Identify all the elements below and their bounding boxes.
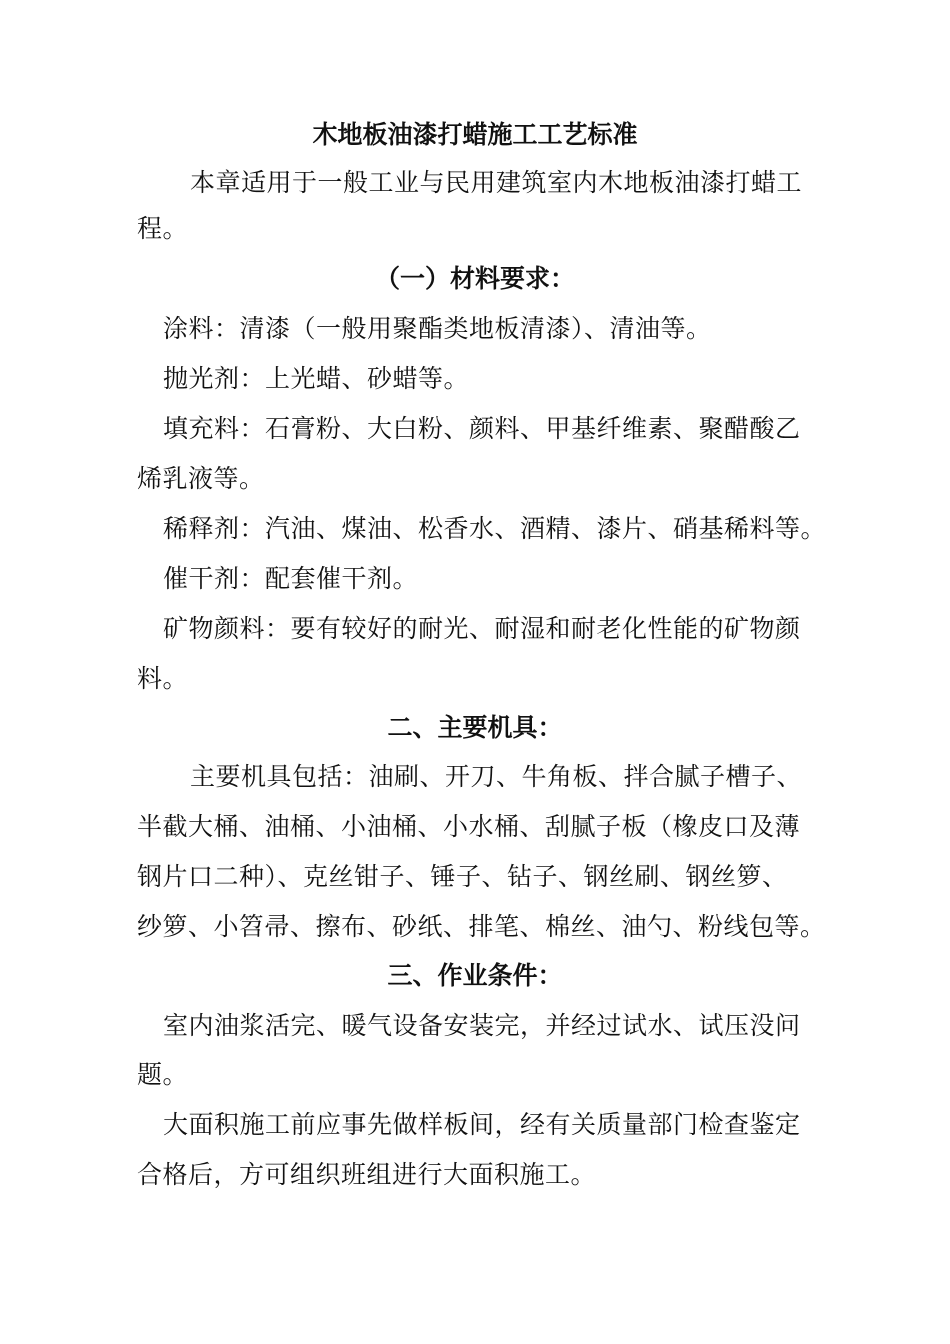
paragraph-line: 矿物颜料：要有较好的耐光、耐湿和耐老化性能的矿物颜 <box>163 614 801 643</box>
intro-line: 程。 <box>137 214 189 243</box>
paragraph-line: 纱箩、小笤帚、擦布、砂纸、排笔、棉丝、油勺、粉线包等。 <box>137 912 826 941</box>
paragraph-line: 钢片口二种）、克丝钳子、锤子、钻子、钢丝刷、钢丝箩、 <box>137 862 788 891</box>
paragraph-line: 烯乳液等。 <box>137 464 265 493</box>
intro-line: 本章适用于一般工业与民用建筑室内木地板油漆打蜡工 <box>190 168 803 197</box>
paragraph-line: 涂料：清漆（一般用聚酯类地板清漆）、清油等。 <box>163 314 712 343</box>
paragraph-line: 题。 <box>137 1060 189 1089</box>
paragraph-line: 抛光剂：上光蜡、砂蜡等。 <box>163 364 470 393</box>
section-heading-tools: 二、主要机具： <box>387 713 563 742</box>
document-title: 木地板油漆打蜡施工工艺标准 <box>312 120 638 149</box>
paragraph-line: 催干剂：配套催干剂。 <box>163 564 419 593</box>
section-heading-materials: （一）材料要求： <box>374 264 575 293</box>
paragraph-line: 稀释剂：汽油、煤油、松香水、酒精、漆片、硝基稀料等。 <box>163 514 827 543</box>
paragraph-line: 合格后，方可组织班组进行大面积施工。 <box>137 1160 597 1189</box>
paragraph-line: 半截大桶、油桶、小油桶、小水桶、刮腻子板（橡皮口及薄 <box>137 812 801 841</box>
section-heading-conditions: 三、作业条件： <box>387 961 563 990</box>
paragraph-line: 大面积施工前应事先做样板间，经有关质量部门检查鉴定 <box>163 1110 801 1139</box>
paragraph-line: 室内油浆活完、暖气设备安装完，并经过试水、试压没问 <box>163 1011 801 1040</box>
paragraph-line: 料。 <box>137 664 189 693</box>
paragraph-line: 填充料：石膏粉、大白粉、颜料、甲基纤维素、聚醋酸乙 <box>163 414 801 443</box>
paragraph-line: 主要机具包括：油刷、开刀、牛角板、拌合腻子槽子、 <box>190 762 803 791</box>
